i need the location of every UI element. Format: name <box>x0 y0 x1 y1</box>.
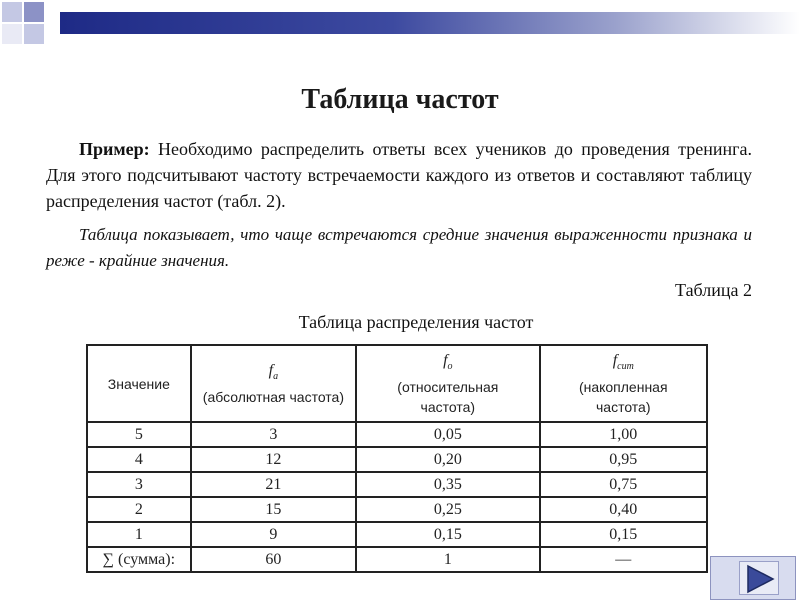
header-label: (относительная <box>397 379 499 396</box>
header-absolute <box>191 345 356 422</box>
decor-square <box>2 2 22 22</box>
cell-relative: 1 <box>356 547 539 572</box>
header-symbol: $f_{cum}$ <box>612 351 634 373</box>
example-paragraph <box>46 136 752 214</box>
conclusion-paragraph: Таблица показывает, что чаще встречаются средние значения выраженности признака и реже - крайние значения. <box>46 225 752 270</box>
cell-cumulative: 0,40 <box>540 497 707 522</box>
decor-square <box>24 2 44 22</box>
header-value <box>87 345 191 422</box>
table-row <box>87 497 707 522</box>
cell-absolute: 9 <box>191 522 356 547</box>
next-button-face[interactable] <box>739 561 779 595</box>
slide-title: Таблица частот <box>301 84 499 115</box>
table-row <box>87 422 707 447</box>
cell-cumulative: 0,15 <box>540 522 707 547</box>
header-symbol: $f_a$ <box>268 361 279 383</box>
table-header-row <box>87 345 707 422</box>
cell-absolute: 12 <box>191 447 356 472</box>
cell-cumulative: — <box>540 547 707 572</box>
cell-value: 3 <box>87 472 191 497</box>
example-text: Необходимо распределить ответы всех учеников до проведения тренинга. Для этого подсчитывают частоту встречаемости каждого из ответов и составляют таблицу распределения частот (табл. 2). <box>46 139 752 211</box>
cell-relative: 0,20 <box>356 447 539 472</box>
header-symbol: $f_o$ <box>443 351 453 373</box>
table-row <box>87 447 707 472</box>
cell-absolute: 3 <box>191 422 356 447</box>
header-label: Значение <box>107 375 170 392</box>
frequency-table <box>86 344 708 573</box>
cell-sum-label: ∑ (сумма): <box>87 547 191 572</box>
cell-value: 4 <box>87 447 191 472</box>
header-label-2: частота) <box>420 399 476 416</box>
header-label-2: частота) <box>595 399 651 416</box>
cell-relative: 0,05 <box>356 422 539 447</box>
cell-value: 5 <box>87 422 191 447</box>
cell-relative: 0,35 <box>356 472 539 497</box>
next-slide-button[interactable] <box>710 556 796 600</box>
cell-cumulative: 0,95 <box>540 447 707 472</box>
table-row <box>87 472 707 497</box>
play-triangle-icon <box>740 562 780 596</box>
cell-cumulative: 0,75 <box>540 472 707 497</box>
header-cumulative <box>540 345 707 422</box>
header-relative <box>356 345 539 422</box>
header-label: (абсолютная частота) <box>202 389 345 406</box>
cell-cumulative: 1,00 <box>540 422 707 447</box>
decor-square <box>24 24 44 44</box>
decor-gap <box>46 12 60 34</box>
example-lead: Пример: <box>79 139 150 159</box>
table-sum-row <box>87 547 707 572</box>
cell-value: 2 <box>87 497 191 522</box>
table-caption: Таблица распределения частот <box>298 312 534 332</box>
cell-absolute: 15 <box>191 497 356 522</box>
cell-absolute: 60 <box>191 547 356 572</box>
table-row <box>87 522 707 547</box>
top-gradient-bar <box>60 12 800 34</box>
cell-relative: 0,15 <box>356 522 539 547</box>
decor-square <box>2 24 22 44</box>
cell-absolute: 21 <box>191 472 356 497</box>
cell-value: 1 <box>87 522 191 547</box>
header-label: (накопленная <box>578 379 668 396</box>
cell-relative: 0,25 <box>356 497 539 522</box>
table-number: Таблица 2 <box>675 280 752 300</box>
